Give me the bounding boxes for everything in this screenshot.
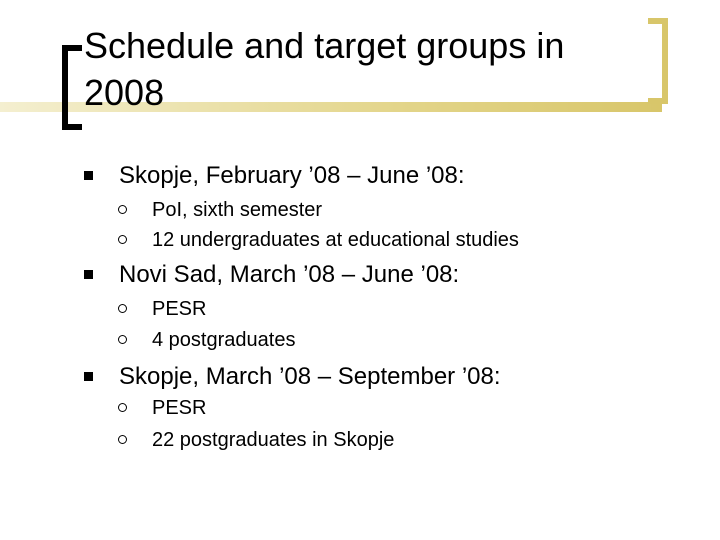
sub-bullet-text: PESR xyxy=(152,397,207,419)
circle-bullet-icon xyxy=(118,403,127,412)
circle-bullet-icon xyxy=(118,335,127,344)
bullet-text: Skopje, February ’08 – June ’08: xyxy=(119,162,465,189)
right-bracket-icon xyxy=(662,18,668,104)
bullet-item xyxy=(84,258,684,292)
right-bracket-top xyxy=(648,18,668,24)
left-bracket-top xyxy=(62,45,82,51)
circle-bullet-icon xyxy=(118,235,127,244)
circle-bullet-icon xyxy=(118,435,127,444)
sub-bullet-item xyxy=(118,393,678,423)
circle-bullet-icon xyxy=(118,304,127,313)
sub-bullet-item xyxy=(118,425,678,455)
bullet-item xyxy=(84,159,684,193)
square-bullet-icon xyxy=(84,171,93,180)
sub-bullet-item xyxy=(118,294,678,324)
right-bracket-bottom xyxy=(648,98,668,104)
bullet-item xyxy=(84,360,684,394)
sub-bullet-text: 4 postgraduates xyxy=(152,329,296,351)
circle-bullet-icon xyxy=(118,205,127,214)
sub-bullet-item xyxy=(118,325,678,355)
bullet-text: Novi Sad, March ’08 – June ’08: xyxy=(119,261,460,288)
sub-bullet-item xyxy=(118,195,678,225)
slide-title: Schedule and target groups in 2008 xyxy=(84,25,565,113)
square-bullet-icon xyxy=(84,372,93,381)
sub-bullet-text: 22 postgraduates in Skopje xyxy=(152,429,395,451)
square-bullet-icon xyxy=(84,270,93,279)
bullet-text: Skopje, March ’08 – September ’08: xyxy=(119,363,501,390)
left-bracket-icon xyxy=(62,45,68,130)
sub-bullet-text: PESR xyxy=(152,298,207,320)
left-bracket-bottom xyxy=(62,124,82,130)
sub-bullet-text: PoI, sixth semester xyxy=(152,199,323,221)
sub-bullet-item xyxy=(118,225,678,255)
sub-bullet-text: 12 undergraduates at educational studies xyxy=(152,229,519,251)
